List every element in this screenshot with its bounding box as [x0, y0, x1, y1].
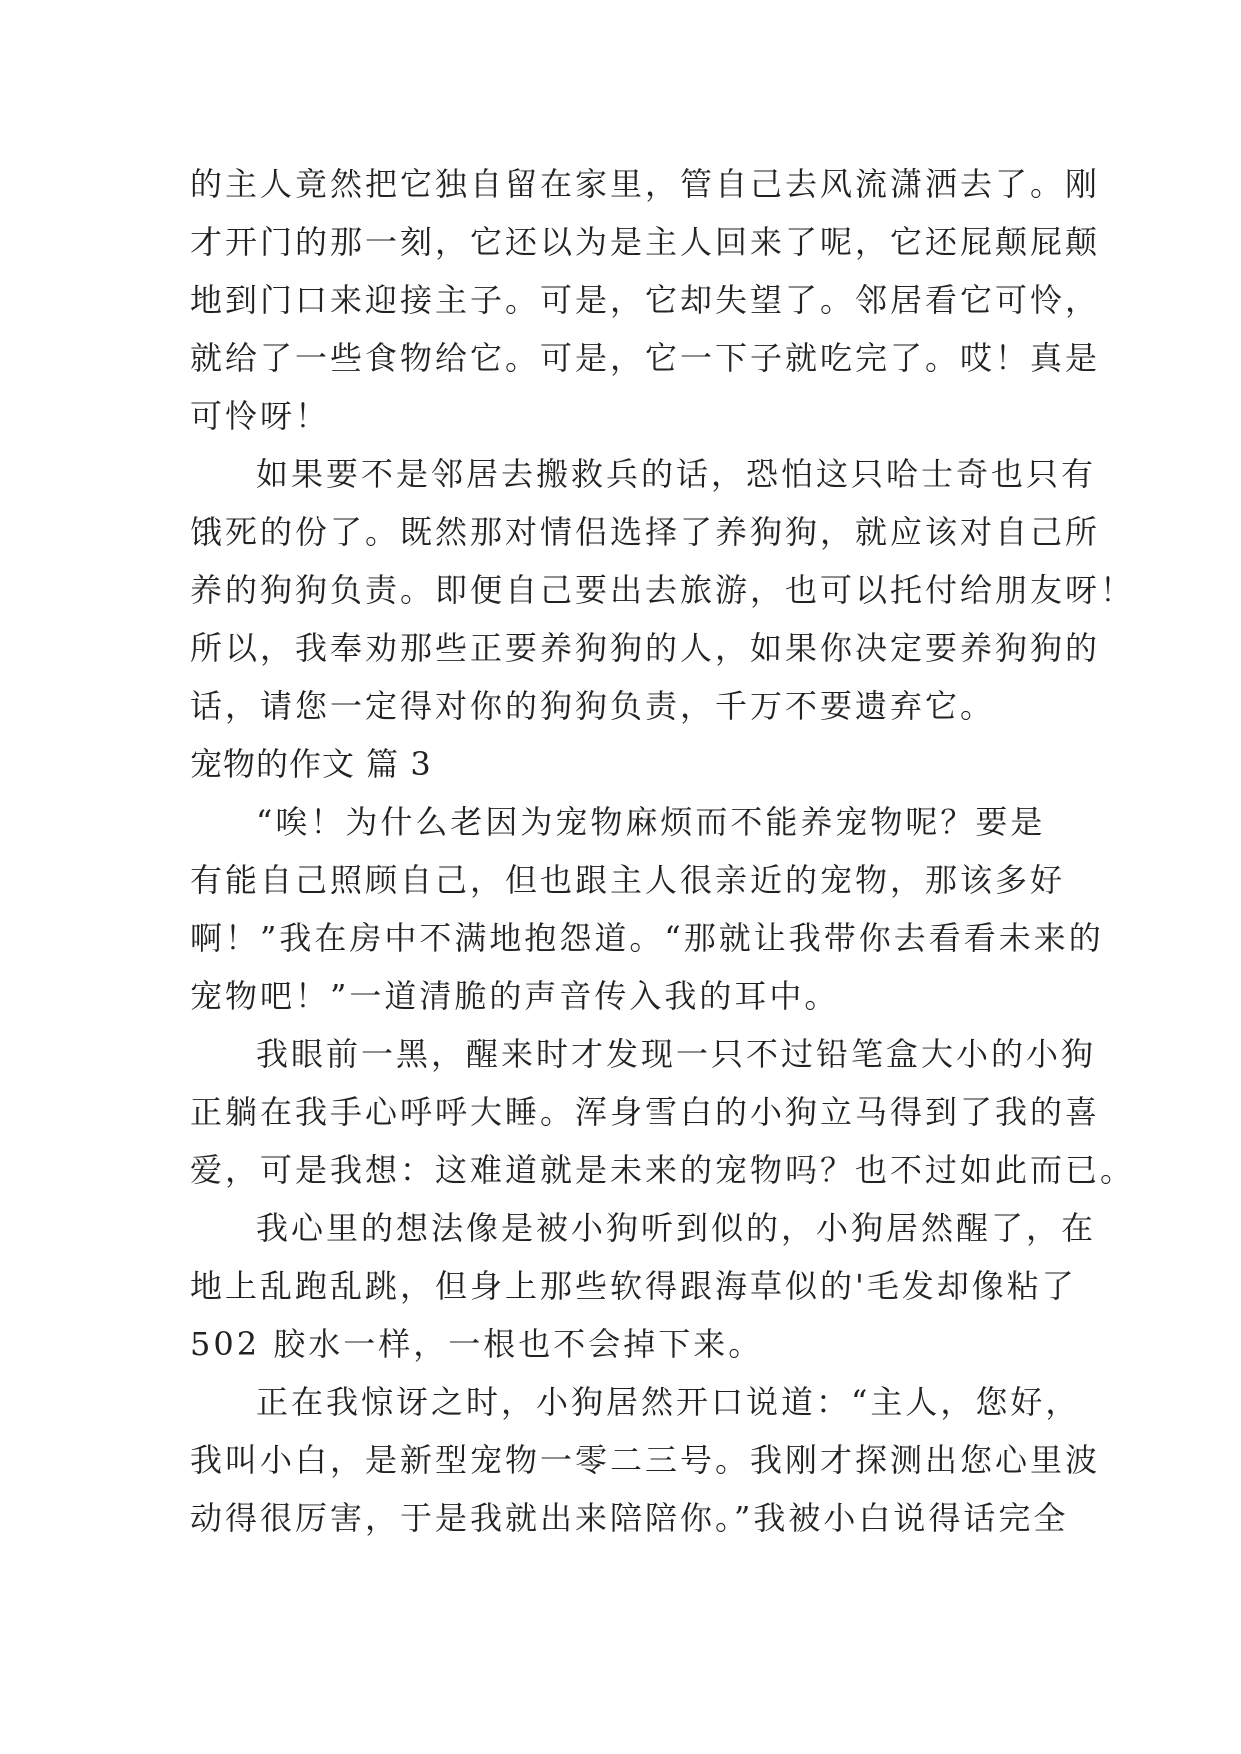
text-line: 啊！”我在房中不满地抱怨道。“那就让我带你去看看未来的: [190, 919, 1104, 957]
text-line: 我心里的想法像是被小狗听到似的，小狗居然醒了，在: [256, 1209, 1097, 1247]
paragraph: [190, 445, 1136, 735]
text-line: 话，请您一定得对你的狗狗负责，千万不要遗弃它。: [190, 687, 996, 725]
paragraph: [190, 155, 1101, 445]
text-line: 我叫小白，是新型宠物一零二三号。我刚才探测出您心里波: [190, 1441, 1101, 1479]
section-title-text: 宠物的作文 篇 3: [190, 745, 432, 783]
paragraph: [190, 793, 1104, 1025]
text-line: 的主人竟然把它独自留在家里，管自己去风流潇洒去了。刚: [190, 165, 1101, 203]
text-line: 地上乱跑乱跳，但身上那些软得跟海草似的'毛发却像粘了: [190, 1267, 1077, 1305]
paragraph: [190, 1025, 1136, 1199]
paragraph: [190, 1373, 1101, 1547]
text-line: “唉！为什么老因为宠物麻烦而不能养宠物呢？要是: [256, 803, 1046, 841]
paragraph: [190, 1199, 1097, 1373]
text-line: 有能自己照顾自己，但也跟主人很亲近的宠物，那该多好: [190, 861, 1066, 899]
text-line: 就给了一些食物给它。可是，它一下子就吃完了。哎！真是: [190, 339, 1101, 377]
text-line: 宠物吧！”一道清脆的声音传入我的耳中。: [190, 977, 840, 1015]
text-line: 502 胶水一样，一根也不会掉下来。: [190, 1325, 764, 1363]
text-line: 正在我惊讶之时，小狗居然开口说道：“主人，您好，: [256, 1383, 1081, 1421]
text-line: 饿死的份了。既然那对情侣选择了养狗狗，就应该对自己所: [190, 513, 1101, 551]
text-line: 养的狗狗负责。即便自己要出去旅游，也可以托付给朋友呀！: [190, 571, 1136, 609]
text-line: 才开门的那一刻，它还以为是主人回来了呢，它还屁颠屁颠: [190, 223, 1101, 261]
document-body: [190, 155, 1136, 1547]
text-line: 地到门口来迎接主子。可是，它却失望了。邻居看它可怜，: [190, 281, 1101, 319]
text-line: 如果要不是邻居去搬救兵的话，恐怕这只哈士奇也只有: [256, 455, 1097, 493]
text-line: 我眼前一黑，醒来时才发现一只不过铅笔盒大小的小狗: [256, 1035, 1097, 1073]
text-line: 所以，我奉劝那些正要养狗狗的人，如果你决定要养狗狗的: [190, 629, 1101, 667]
text-line: 可怜呀！: [190, 397, 331, 435]
section-title: [190, 735, 1070, 793]
text-line: 动得很厉害，于是我就出来陪陪你。”我被小白说得话完全: [190, 1499, 1069, 1537]
text-line: 爱，可是我想：这难道就是未来的宠物吗？也不过如此而已。: [190, 1151, 1136, 1189]
text-line: 正躺在我手心呼呼大睡。浑身雪白的小狗立马得到了我的喜: [190, 1093, 1101, 1131]
